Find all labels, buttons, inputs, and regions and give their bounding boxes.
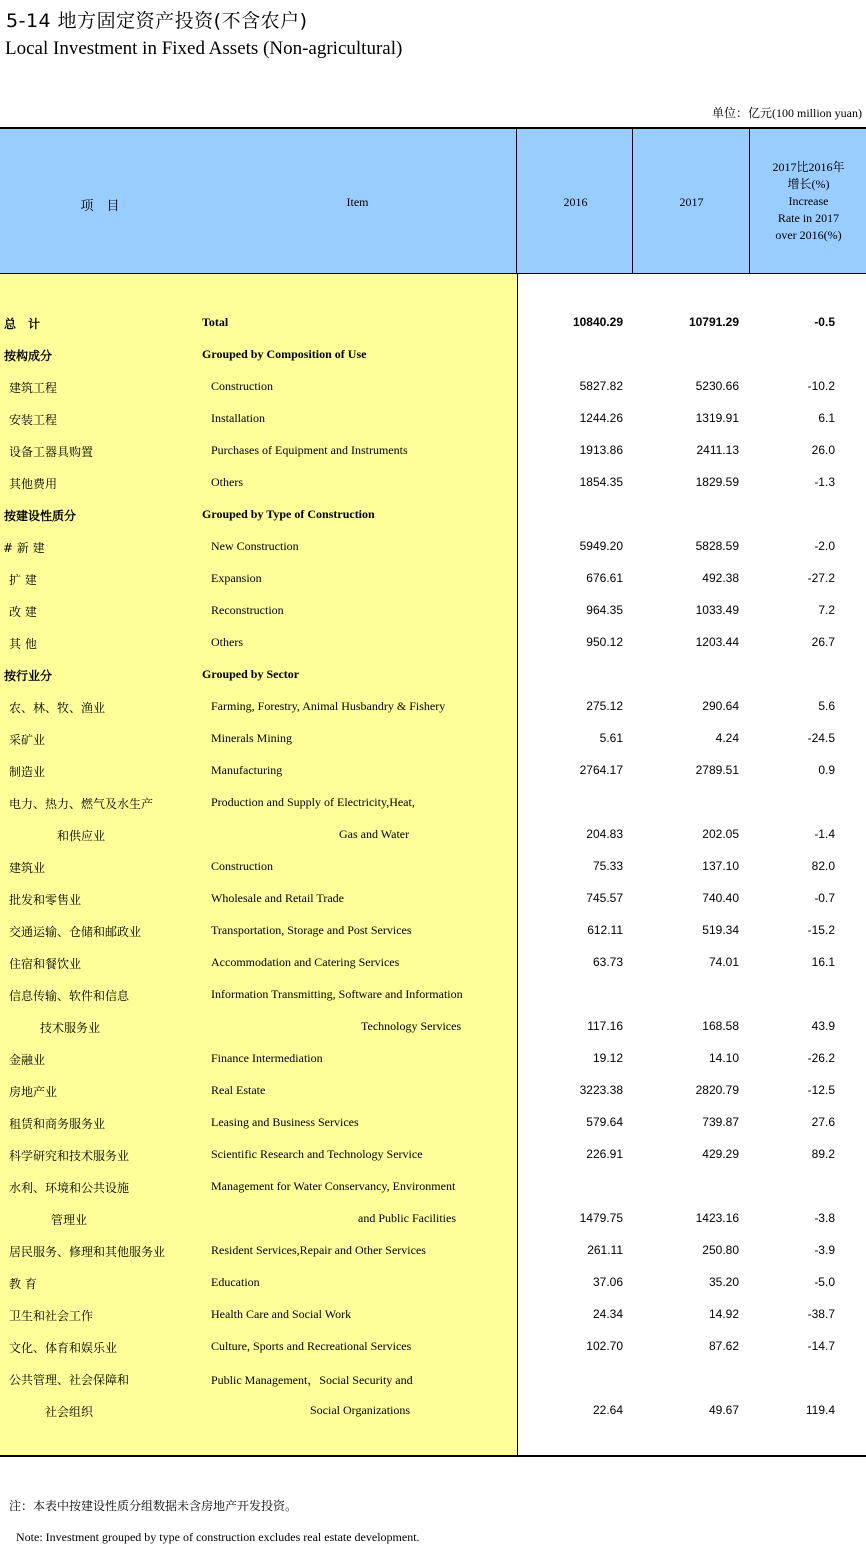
cell-2017: 519.34 bbox=[702, 923, 739, 937]
cell-increase-rate: -27.2 bbox=[807, 571, 835, 585]
table-row bbox=[0, 665, 866, 685]
table-row bbox=[0, 441, 866, 461]
row-label-cn: 建筑业 bbox=[9, 861, 46, 875]
row-label-en: Construction bbox=[211, 859, 273, 873]
table-row bbox=[0, 377, 866, 397]
cell-2017: 2820.79 bbox=[695, 1083, 739, 1097]
cell-2017: 35.20 bbox=[708, 1275, 739, 1289]
cell-2016: 102.70 bbox=[586, 1339, 623, 1353]
cell-2017: 14.10 bbox=[708, 1051, 739, 1065]
cell-2017: 290.64 bbox=[702, 699, 739, 713]
cell-2017: 1423.16 bbox=[695, 1211, 739, 1225]
row-label-en: Social Organizations bbox=[310, 1403, 411, 1417]
table-row bbox=[0, 729, 866, 749]
row-label-cn: 交通运输、仓储和邮政业 bbox=[9, 925, 142, 939]
table-row bbox=[0, 601, 866, 621]
cell-2017: 1203.44 bbox=[695, 635, 739, 649]
cell-2016: 37.06 bbox=[592, 1275, 623, 1289]
cell-increase-rate: -14.7 bbox=[807, 1339, 835, 1353]
header-rate-line: 增长(%) bbox=[787, 177, 830, 191]
row-label-en: Resident Services,Repair and Other Services bbox=[211, 1243, 426, 1257]
cell-2016: 5827.82 bbox=[579, 379, 623, 393]
cell-increase-rate: 27.6 bbox=[811, 1115, 835, 1129]
cell-2017: 5230.66 bbox=[695, 379, 739, 393]
cell-increase-rate: 7.2 bbox=[818, 603, 835, 617]
cell-increase-rate: 0.9 bbox=[818, 763, 835, 777]
table-row bbox=[0, 697, 866, 717]
row-label-cn: 文化、体育和娱乐业 bbox=[9, 1341, 118, 1355]
cell-2017: 5828.59 bbox=[695, 539, 739, 553]
cell-2016: 261.11 bbox=[587, 1243, 623, 1257]
table-row bbox=[0, 1273, 866, 1293]
cell-2016: 1244.26 bbox=[579, 411, 623, 425]
header-rate-line: Increase bbox=[788, 194, 829, 208]
row-label-en: and Public Facilities bbox=[358, 1211, 456, 1225]
cell-2016: 3223.38 bbox=[579, 1083, 623, 1097]
row-label-cn: 金融业 bbox=[9, 1053, 46, 1067]
table-row bbox=[0, 505, 866, 525]
row-label-cn: 扩 建 bbox=[9, 573, 37, 587]
row-label-en: Management for Water Conservancy, Environment bbox=[211, 1179, 456, 1193]
table-row bbox=[0, 1113, 866, 1133]
table-row bbox=[0, 537, 866, 557]
table-row bbox=[0, 345, 866, 365]
cell-increase-rate: -3.9 bbox=[814, 1243, 835, 1257]
row-label-cn: 科学研究和技术服务业 bbox=[9, 1149, 130, 1163]
cell-2016: 63.73 bbox=[592, 955, 623, 969]
cell-increase-rate: -10.2 bbox=[807, 379, 835, 393]
table-row bbox=[0, 889, 866, 909]
row-label-cn: 卫生和社会工作 bbox=[9, 1309, 94, 1323]
row-label-en: Culture, Sports and Recreational Services bbox=[211, 1339, 412, 1353]
table-row bbox=[0, 921, 866, 941]
cell-2016: 5949.20 bbox=[579, 539, 623, 553]
row-label-cn: 安装工程 bbox=[9, 413, 58, 427]
row-label-cn: 总 计 bbox=[4, 317, 41, 331]
cell-2017: 492.38 bbox=[702, 571, 739, 585]
row-label-cn: # 新 建 bbox=[3, 541, 45, 555]
footnote-en: Note: Investment grouped by type of construction excludes real estate development. bbox=[16, 1530, 420, 1544]
row-label-en: Expansion bbox=[211, 571, 262, 585]
row-label-cn: 建筑工程 bbox=[9, 381, 58, 395]
table-row bbox=[0, 825, 866, 845]
row-label-en: Scientific Research and Technology Service bbox=[211, 1147, 423, 1161]
cell-2016: 75.33 bbox=[592, 859, 623, 873]
table-row bbox=[0, 1177, 866, 1197]
cell-increase-rate: 82.0 bbox=[811, 859, 835, 873]
table-row bbox=[0, 1369, 866, 1389]
table-row bbox=[0, 1241, 866, 1261]
cell-2016: 117.16 bbox=[587, 1019, 623, 1033]
cell-2016: 1913.86 bbox=[579, 443, 623, 457]
header-increase-rate bbox=[751, 159, 866, 244]
cell-2016: 612.11 bbox=[587, 923, 623, 937]
header-item-en: Item bbox=[346, 195, 369, 209]
cell-2016: 1479.75 bbox=[579, 1211, 623, 1225]
row-label-en: Total bbox=[202, 315, 229, 329]
row-label-cn: 设备工器具购置 bbox=[9, 445, 94, 459]
cell-2017: 1829.59 bbox=[695, 475, 739, 489]
row-label-cn: 居民服务、修理和其他服务业 bbox=[9, 1245, 166, 1259]
cell-increase-rate: 16.1 bbox=[811, 955, 835, 969]
row-label-en: Gas and Water bbox=[339, 827, 410, 841]
cell-increase-rate: 26.7 bbox=[811, 635, 835, 649]
cell-increase-rate: 43.9 bbox=[811, 1019, 835, 1033]
cell-2017: 2411.13 bbox=[696, 443, 739, 457]
cell-2016: 24.34 bbox=[592, 1307, 623, 1321]
cell-2017: 2789.51 bbox=[695, 763, 739, 777]
row-label-en: Transportation, Storage and Post Services bbox=[211, 923, 412, 937]
cell-2017: 429.29 bbox=[702, 1147, 739, 1161]
row-label-cn: 其他费用 bbox=[9, 477, 58, 491]
row-label-en: Public Management，Social Security and bbox=[211, 1373, 413, 1387]
cell-increase-rate: -0.5 bbox=[814, 315, 835, 329]
table-row bbox=[0, 633, 866, 653]
row-label-en: Grouped by Sector bbox=[202, 667, 300, 681]
header-divider bbox=[749, 129, 750, 276]
row-label-en: Grouped by Type of Construction bbox=[202, 507, 375, 521]
row-label-cn: 住宿和餐饮业 bbox=[9, 957, 82, 971]
row-label-en: Health Care and Social Work bbox=[211, 1307, 352, 1321]
header-2016: 2016 bbox=[563, 195, 588, 209]
cell-2016: 275.12 bbox=[586, 699, 623, 713]
row-label-cn: 和供应业 bbox=[57, 829, 106, 843]
table-row bbox=[0, 569, 866, 589]
cell-2016: 964.35 bbox=[586, 603, 623, 617]
cell-2017: 10791.29 bbox=[688, 315, 739, 329]
row-label-cn: 批发和零售业 bbox=[9, 893, 82, 907]
row-label-en: Grouped by Composition of Use bbox=[202, 347, 367, 361]
cell-increase-rate: -26.2 bbox=[807, 1051, 835, 1065]
row-label-cn: 租赁和商务服务业 bbox=[9, 1117, 106, 1131]
cell-2017: 739.87 bbox=[702, 1115, 739, 1129]
row-label-en: Education bbox=[211, 1275, 260, 1289]
cell-increase-rate: -24.5 bbox=[807, 731, 835, 745]
table-header bbox=[0, 127, 866, 274]
row-label-en: Others bbox=[211, 635, 243, 649]
cell-2017: 1319.91 bbox=[695, 411, 739, 425]
row-label-en: Real Estate bbox=[211, 1083, 266, 1097]
table-row bbox=[0, 1209, 866, 1229]
unit-label: 单位：亿元(100 million yuan) bbox=[712, 106, 862, 120]
table-row bbox=[0, 985, 866, 1005]
cell-2017: 49.67 bbox=[708, 1403, 739, 1417]
row-label-en: New Construction bbox=[211, 539, 299, 553]
cell-2017: 4.24 bbox=[715, 731, 739, 745]
cell-2017: 74.01 bbox=[708, 955, 739, 969]
table-row bbox=[0, 473, 866, 493]
row-label-en: Manufacturing bbox=[211, 763, 283, 777]
header-divider bbox=[516, 129, 517, 276]
cell-2016: 1854.35 bbox=[579, 475, 623, 489]
row-label-en: Production and Supply of Electricity,Heat, bbox=[211, 795, 415, 809]
cell-2016: 226.91 bbox=[586, 1147, 623, 1161]
row-label-en: Accommodation and Catering Services bbox=[211, 955, 400, 969]
row-label-cn: 采矿业 bbox=[9, 733, 46, 747]
data-table bbox=[0, 127, 866, 1457]
cell-2017: 87.62 bbox=[708, 1339, 739, 1353]
cell-increase-rate: -3.8 bbox=[814, 1211, 835, 1225]
cell-increase-rate: -38.7 bbox=[807, 1307, 835, 1321]
row-label-cn: 社会组织 bbox=[45, 1405, 94, 1419]
row-label-en: Others bbox=[211, 475, 243, 489]
cell-2017: 168.58 bbox=[702, 1019, 739, 1033]
row-label-en: Finance Intermediation bbox=[211, 1051, 323, 1065]
cell-2017: 202.05 bbox=[702, 827, 739, 841]
row-label-cn: 房地产业 bbox=[9, 1085, 58, 1099]
row-label-cn: 水利、环境和公共设施 bbox=[9, 1181, 130, 1195]
cell-increase-rate: -1.4 bbox=[814, 827, 835, 841]
row-label-en: Construction bbox=[211, 379, 273, 393]
cell-2016: 19.12 bbox=[592, 1051, 623, 1065]
row-label-cn: 管理业 bbox=[51, 1213, 88, 1227]
row-label-cn: 按构成分 bbox=[4, 349, 53, 363]
header-rate-line: 2017比2016年 bbox=[772, 160, 845, 174]
row-label-cn: 公共管理、社会保障和 bbox=[9, 1373, 130, 1387]
header-rate-line: over 2016(%) bbox=[775, 228, 842, 242]
header-rate-line: Rate in 2017 bbox=[777, 211, 840, 225]
table-row bbox=[0, 793, 866, 813]
cell-2017: 1033.49 bbox=[695, 603, 739, 617]
row-label-cn: 改 建 bbox=[9, 605, 37, 619]
cell-2017: 137.10 bbox=[702, 859, 739, 873]
header-item-cn: 项 目 bbox=[80, 199, 120, 214]
table-row bbox=[0, 409, 866, 429]
cell-2016: 676.61 bbox=[586, 571, 623, 585]
cell-2016: 745.57 bbox=[586, 891, 623, 905]
cell-increase-rate: 5.6 bbox=[818, 699, 835, 713]
cell-2016: 204.83 bbox=[586, 827, 623, 841]
page-title-en: Local Investment in Fixed Assets (Non-agricultural) bbox=[5, 38, 403, 59]
row-label-cn: 其 他 bbox=[9, 637, 37, 651]
table-row bbox=[0, 1049, 866, 1069]
cell-2016: 2764.17 bbox=[579, 763, 623, 777]
header-2017: 2017 bbox=[679, 195, 704, 209]
cell-increase-rate: -2.0 bbox=[814, 539, 835, 553]
row-label-cn: 信息传输、软件和信息 bbox=[9, 989, 130, 1003]
cell-increase-rate: 26.0 bbox=[811, 443, 835, 457]
cell-increase-rate: -5.0 bbox=[814, 1275, 835, 1289]
row-label-cn: 教 育 bbox=[9, 1277, 37, 1291]
cell-increase-rate: -0.7 bbox=[814, 891, 835, 905]
table-row bbox=[0, 761, 866, 781]
row-label-en: Minerals Mining bbox=[211, 731, 292, 745]
cell-increase-rate: -12.5 bbox=[807, 1083, 835, 1097]
row-label-en: Leasing and Business Services bbox=[211, 1115, 359, 1129]
cell-increase-rate: -1.3 bbox=[814, 475, 835, 489]
table-row bbox=[0, 1145, 866, 1165]
cell-2016: 10840.29 bbox=[572, 315, 623, 329]
row-label-en: Information Transmitting, Software and Information bbox=[211, 987, 463, 1001]
row-label-cn: 按建设性质分 bbox=[4, 509, 77, 523]
cell-2016: 5.61 bbox=[599, 731, 623, 745]
cell-2016: 950.12 bbox=[586, 635, 623, 649]
row-label-cn: 制造业 bbox=[9, 765, 46, 779]
cell-2017: 250.80 bbox=[702, 1243, 739, 1257]
table-row bbox=[0, 1401, 866, 1421]
cell-2017: 740.40 bbox=[702, 891, 739, 905]
cell-increase-rate: 6.1 bbox=[818, 411, 835, 425]
cell-2017: 14.92 bbox=[708, 1307, 739, 1321]
table-row bbox=[0, 1305, 866, 1325]
cell-2016: 579.64 bbox=[586, 1115, 623, 1129]
table-row bbox=[0, 857, 866, 877]
table-row bbox=[0, 313, 866, 333]
page-title-cn: 5-14 地方固定资产投资(不含农户) bbox=[6, 10, 308, 32]
cell-increase-rate: -15.2 bbox=[807, 923, 835, 937]
row-label-cn: 电力、热力、燃气及水生产 bbox=[9, 797, 154, 811]
row-label-en: Reconstruction bbox=[211, 603, 284, 617]
row-label-cn: 按行业分 bbox=[4, 669, 53, 683]
row-label-en: Technology Services bbox=[361, 1019, 462, 1033]
table-row bbox=[0, 953, 866, 973]
table-row bbox=[0, 1081, 866, 1101]
table-row bbox=[0, 1017, 866, 1037]
row-label-en: Farming, Forestry, Animal Husbandry & Fishery bbox=[211, 699, 446, 713]
table-row bbox=[0, 1337, 866, 1357]
row-label-en: Installation bbox=[211, 411, 265, 425]
row-label-cn: 技术服务业 bbox=[40, 1021, 101, 1035]
row-label-cn: 农、林、牧、渔业 bbox=[9, 701, 106, 715]
cell-2016: 22.64 bbox=[592, 1403, 623, 1417]
row-label-en: Purchases of Equipment and Instruments bbox=[211, 443, 408, 457]
row-label-en: Wholesale and Retail Trade bbox=[211, 891, 344, 905]
footnote-cn: 注：本表中按建设性质分组数据未含房地产开发投资。 bbox=[9, 1499, 298, 1513]
cell-increase-rate: 119.4 bbox=[805, 1403, 835, 1417]
cell-increase-rate: 89.2 bbox=[811, 1147, 835, 1161]
